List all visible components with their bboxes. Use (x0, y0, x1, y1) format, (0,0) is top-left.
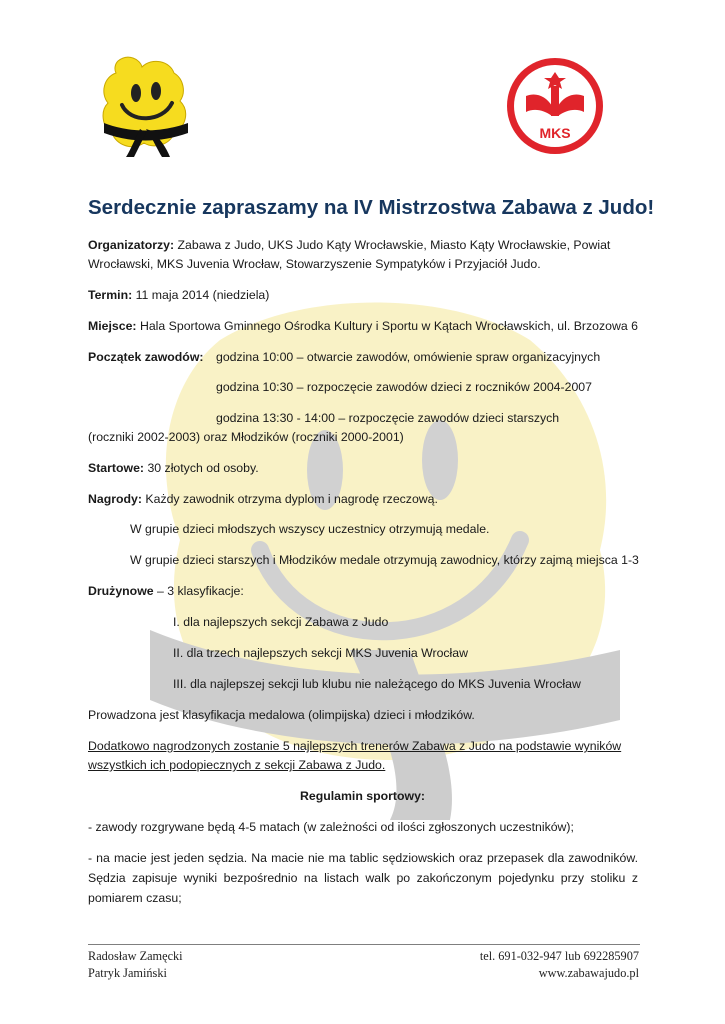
team-item-3: III. dla najlepszej sekcji lub klubu nie należącego do MKS Juvenia Wrocław (173, 677, 581, 691)
page-title: Serdecznie zapraszamy na IV Mistrzostwa Zabawa z Judo! (88, 196, 655, 219)
footer-phone: tel. 691-032-947 lub 692285907 (479, 949, 639, 963)
rules-item-2: - na macie jest jeden sędzia. Na macie nie ma tablic sędziowskich oraz przepasek dla zawodników. Sędzia zapisuje wyniki bezpośrednio na listach walk po zakończonym pojedynku przy stoliku z pomiarem czasu; (88, 851, 638, 905)
start-label: Początek zawodów: (88, 350, 204, 364)
place-label: Miejsce: (88, 319, 137, 333)
start-line1: godzina 10:00 – otwarcie zawodów, omówienie spraw organizacyjnych (216, 350, 601, 364)
awards-line3: W grupie dzieci starszych i Młodzików medale otrzymują zawodnicy, którzy zajmą miejsca 1-3 (130, 553, 639, 567)
place-value: Hala Sportowa Gminnego Ośrodka Kultury i Sportu w Kątach Wrocławskich, ul. Brzozowa 6 (136, 319, 638, 333)
coaches-note-line2: wszystkich ich podopiecznych z sekcji Zabawa z Judo. (88, 758, 386, 772)
organizers-text: Zabawa z Judo, UKS Judo Kąty Wrocławskie, Miasto Kąty Wrocławskie, Powiat (174, 238, 611, 252)
start-line4: (roczniki 2002-2003) oraz Młodzików (roczniki 2000-2001) (88, 430, 404, 444)
team-item-2: II. dla trzech najlepszych sekcji MKS Juvenia Wrocław (173, 646, 469, 660)
team-label: Drużynowe (88, 584, 154, 598)
organizers-label: Organizatorzy: (88, 238, 175, 252)
awards-line2: W grupie dzieci młodszych wszyscy uczestnicy otrzymują medale. (130, 522, 490, 536)
medal-note: Prowadzona jest klasyfikacja medalowa (olimpijska) dzieci i młodzików. (88, 708, 475, 722)
footer-name-1: Radosław Zamęcki (88, 949, 183, 963)
rules-item-1: - zawody rozgrywane będą 4-5 matach (w zależności od ilości zgłoszonych uczestników); (88, 820, 574, 834)
rules-heading: Regulamin sportowy: (299, 789, 426, 803)
footer-divider (88, 944, 640, 945)
organizers-line2: Wrocławski, MKS Juvenia Wrocław, Stowarzyszenie Sympatyków i Przyjaciół Judo. (88, 257, 541, 271)
footer-name-2: Patryk Jamiński (88, 966, 167, 980)
awards-value: Każdy zawodnik otrzyma dyplom i nagrodę rzeczową. (141, 492, 438, 506)
fee-value: 30 złotych od osoby. (144, 461, 259, 475)
place-line (88, 316, 638, 336)
start-line3: godzina 13:30 - 14:00 – rozpoczęcie zawodów dzieci starszych (216, 411, 560, 425)
team-value: – 3 klasyfikacje: (153, 584, 244, 598)
awards-label: Nagrody: (88, 492, 142, 506)
mks-juvenia-logo-icon (502, 56, 608, 156)
footer-website: www.zabawajudo.pl (538, 966, 639, 980)
zabawa-z-judo-logo-icon (100, 53, 190, 158)
coaches-note-line1: Dodatkowo nagrodzonych zostanie 5 najlepszych trenerów Zabawa z Judo na podstawie wyników (88, 739, 622, 753)
team-line (88, 581, 244, 601)
term-value: 11 maja 2014 (niedziela) (132, 288, 270, 302)
start-line2: godzina 10:30 – rozpoczęcie zawodów dzieci z roczników 2004-2007 (216, 380, 592, 394)
term-line (88, 285, 269, 305)
term-label: Termin: (88, 288, 133, 302)
team-item-1: I. dla najlepszych sekcji Zabawa z Judo (173, 615, 389, 629)
awards-line (88, 489, 438, 509)
organizers-line1 (88, 235, 610, 255)
fee-line (88, 458, 259, 478)
fee-label: Startowe: (88, 461, 145, 475)
mks-logo-text: MKS (539, 125, 571, 141)
